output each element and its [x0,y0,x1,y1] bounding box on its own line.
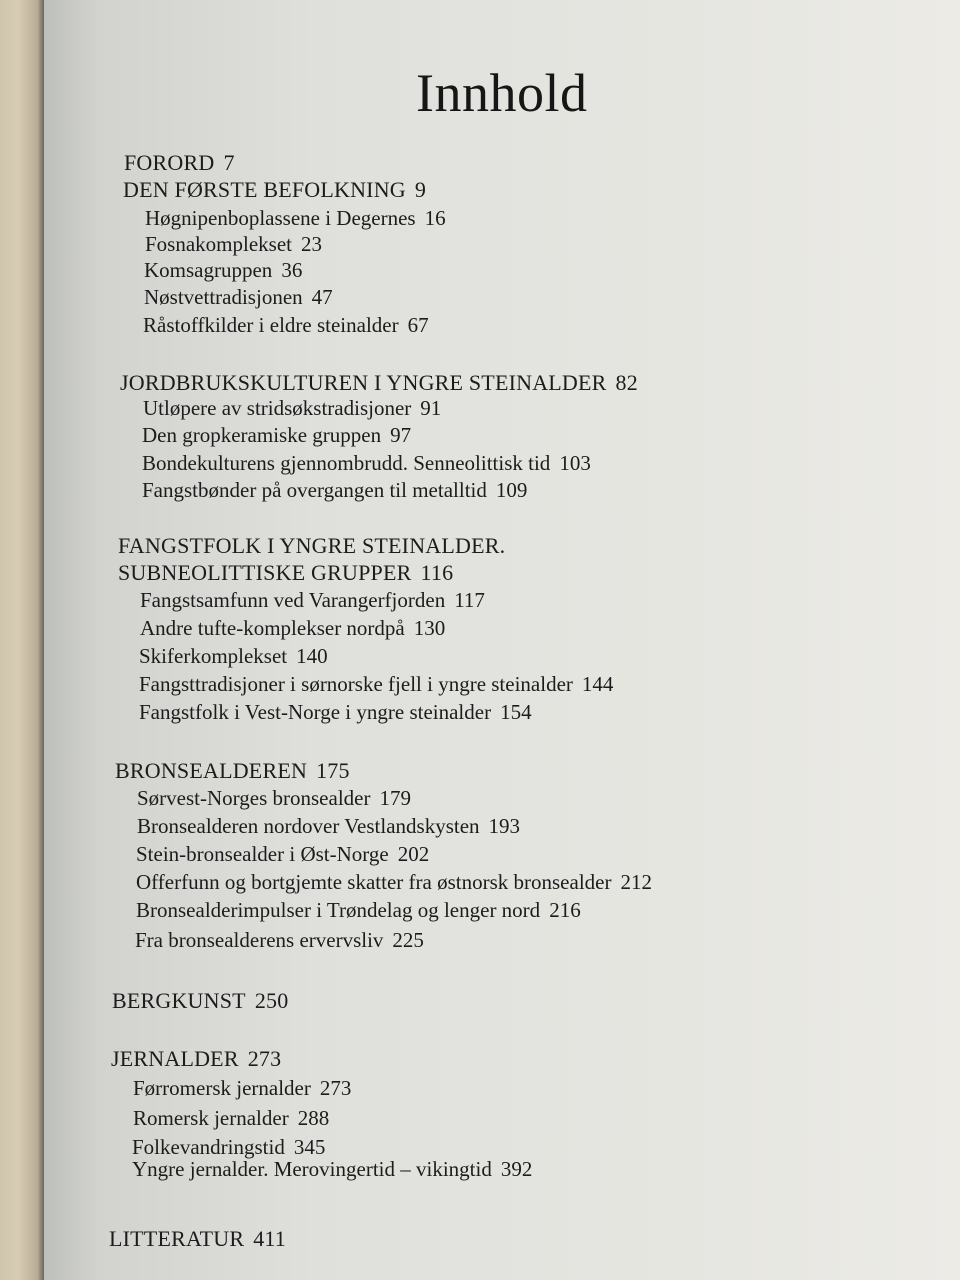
toc-entry [139,674,613,695]
toc-entry-page: 144 [581,672,614,696]
toc-entry-text: Fosnakomplekset [145,232,292,256]
toc-entry [137,788,411,809]
toc-entry-jordbrukskulturen [120,372,638,394]
toc-entry-page: 212 [620,870,652,894]
toc-entry-page: 202 [397,842,430,866]
toc-entry-text: DEN FØRSTE BEFOLKNING [123,177,406,202]
toc-entry-text: Romersk jernalder [133,1106,289,1130]
toc-entry-text: Utløpere av stridsøkstradisjoner [143,396,412,420]
toc-entry-text: Bondekulturens gjennombrudd. Senneolittisk tid [142,451,551,475]
toc-entry-page: 216 [549,898,581,922]
toc-entry [140,618,445,639]
toc-entry-page: 175 [316,758,350,783]
toc-entry-page: 154 [500,700,532,724]
toc-entry-page: 7 [223,150,235,175]
toc-entry-text: SUBNEOLITTISKE GRUPPER [118,560,412,585]
toc-entry [143,315,429,336]
toc-entry-page: 225 [392,928,424,952]
toc-entry-page: 109 [495,478,528,502]
toc-entry [143,398,441,419]
toc-entry-litteratur [109,1228,286,1250]
toc-entry-text: Andre tufte-komplekser nordpå [140,616,405,640]
toc-entry-bergkunst [112,990,288,1012]
toc-entry-page: 392 [500,1157,533,1181]
toc-entry-text: JERNALDER [111,1046,239,1071]
toc-entry-text: Stein-bronsealder i Øst-Norge [136,842,389,866]
toc-entry-page: 117 [454,588,485,612]
toc-entry-text: Yngre jernalder. Merovingertid – vikingtid [132,1157,492,1181]
toc-entry-page: 179 [379,786,411,810]
page-title: Innhold [416,63,588,123]
toc-entry-page: 82 [615,370,638,395]
toc-entry-page: 288 [297,1106,330,1130]
toc-entry-page: 411 [253,1226,286,1251]
toc-entry [135,930,424,951]
toc-entry-text: Skiferkomplekset [139,644,288,668]
toc-entry-text: Fangsttradisjoner i sørnorske fjell i yngre steinalder [139,672,573,696]
book-spine-edge [0,0,44,1280]
toc-entry [132,1159,532,1180]
toc-entry-text: Nøstvettradisjonen [144,285,303,309]
toc-entry-text: Folkevandringstid [132,1135,285,1159]
toc-entry [145,208,446,229]
toc-entry-text: Førromersk jernalder [133,1076,311,1100]
toc-entry-bronsealderen [115,760,350,782]
toc-entry-text: Bronsealderimpulser i Trøndelag og lenger nord [136,898,541,922]
toc-entry-page: 103 [559,451,591,475]
toc-entry-page: 97 [390,423,412,447]
toc-entry [133,1078,351,1099]
toc-entry-text: Råstoffkilder i eldre steinalder [143,313,399,337]
toc-entry-text: LITTERATUR [109,1226,245,1251]
toc-entry-page: 273 [247,1046,282,1071]
toc-entry-page: 36 [281,258,303,282]
toc-entry-page: 16 [424,206,446,230]
toc-entry-page: 345 [293,1135,326,1159]
toc-entry [137,816,520,837]
toc-entry [139,702,532,723]
toc-entry-fangstfolk [118,535,505,557]
toc-entry-text: Komsagruppen [144,258,273,282]
toc-entry-subneolittiske [118,562,453,584]
toc-entry [139,646,328,667]
toc-entry-text: Sørvest-Norges bronsealder [137,786,371,810]
toc-entry-page: 47 [311,285,333,309]
toc-entry-page: 140 [296,644,328,668]
toc-entry [142,453,591,474]
toc-entry [136,844,429,865]
toc-entry [133,1108,329,1129]
toc-entry-text: BERGKUNST [112,988,246,1013]
toc-entry-forord [124,152,235,174]
toc-entry [142,480,527,501]
toc-entry-text: FORORD [124,150,215,175]
toc-entry [140,590,485,611]
toc-entry [132,1137,325,1158]
toc-entry-text: Høgnipenboplassene i Degernes [145,206,416,230]
toc-entry-page: 250 [254,988,289,1013]
toc-entry-jernalder [111,1048,281,1070]
toc-entry-text: Fangstbønder på overgangen til metalltid [142,478,487,502]
toc-entry-page: 67 [407,313,429,337]
toc-entry-text: Bronsealderen nordover Vestlandskysten [137,814,480,838]
toc-entry-page: 130 [413,616,446,640]
toc-entry-text: Fangstsamfunn ved Varangerfjorden [140,588,446,612]
toc-entry-text: JORDBRUKSKULTUREN I YNGRE STEINALDER [120,370,607,395]
toc-entry-page: 273 [319,1076,352,1100]
toc-entry-den-forste-befolkning [123,179,426,201]
toc-entry [144,260,302,281]
toc-entry-text: Fangstfolk i Vest-Norge i yngre steinalder [139,700,492,724]
toc-entry-text: Fra bronsealderens ervervsliv [135,928,384,952]
toc-entry-page: 9 [414,177,427,202]
toc-entry [145,234,322,255]
toc-entry-text: BRONSEALDEREN [115,758,308,783]
toc-entry-page: 193 [488,814,521,838]
toc-entry [142,425,411,446]
toc-entry [136,900,581,921]
toc-entry-page: 91 [420,396,442,420]
toc-entry-page: 116 [420,560,454,585]
toc-entry [144,287,333,308]
toc-entry-text: FANGSTFOLK I YNGRE STEINALDER. [118,533,506,558]
toc-entry-text: Offerfunn og bortgjemte skatter fra østnorsk bronsealder [136,870,612,894]
toc-entry [136,872,652,893]
toc-entry-page: 23 [301,232,322,256]
toc-entry-text: Den gropkeramiske gruppen [142,423,382,447]
